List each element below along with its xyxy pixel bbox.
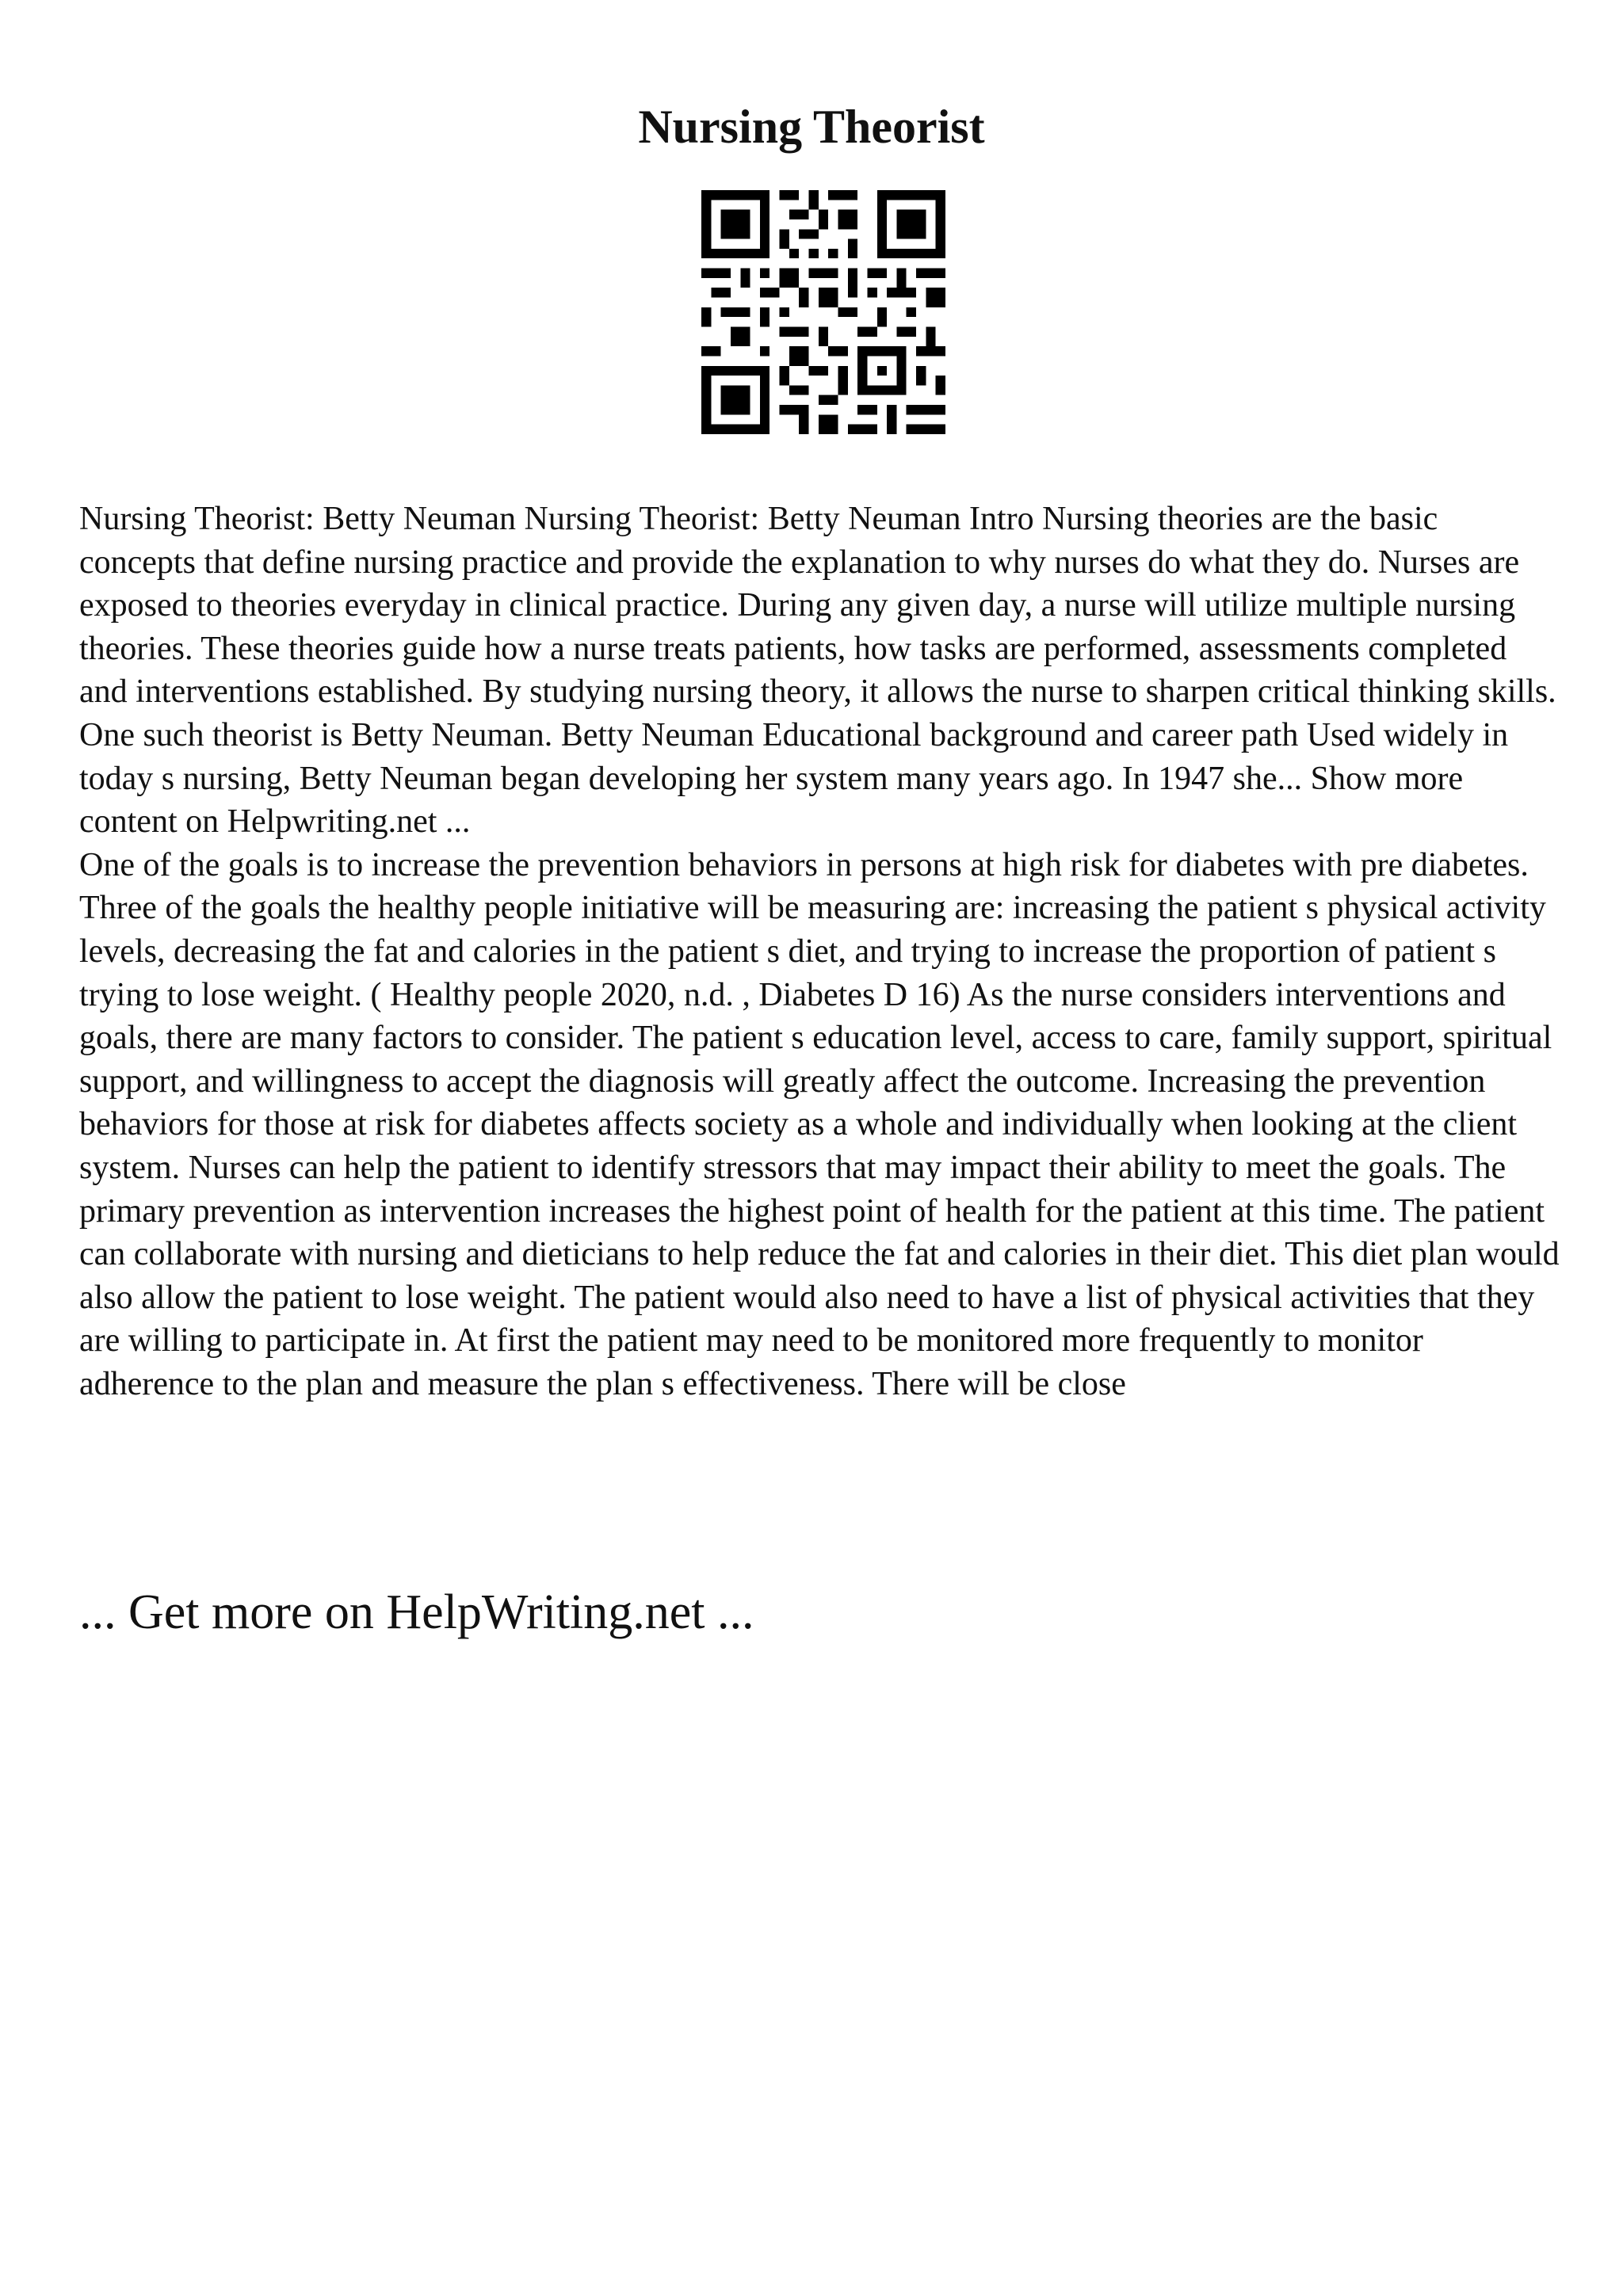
get-more-link[interactable]: ... Get more on HelpWriting.net ... (79, 1585, 754, 1639)
qr-code-icon[interactable] (701, 190, 945, 434)
document-body (79, 498, 1561, 1405)
paragraph-goals: One of the goals is to increase the prevention behaviors in persons at high risk for diabetes with pre diabetes. Three of the goals the healthy people initiative will be measuring are: increasing the patient s physical activity levels, decreasing the fat and calories in the patient s diet, and trying to increase the proportion of patient s trying to lose weight. ( Healthy people 2020, n.d. , Diabetes D 16) As the nurse considers interventions and goals, there are many factors to consider. The patient s education level, access to care, family support, spiritual support, and willingness to accept the diagnosis will greatly affect the outcome. Increasing the prevention behaviors for those at risk for diabetes affects society as a whole and individually when looking at the client system. Nurses can help the patient to identify stressors that may impact their ability to meet the goals. The primary prevention as intervention increases the highest point of health for the patient at this time. The patient can collaborate with nursing and dieticians to help reduce the fat and calories in their diet. This diet plan would also allow the patient to lose weight. The patient would also need to have a list of physical activities that they are willing to participate in. At first the patient may need to be monitored more frequently to monitor adherence to the plan and measure the plan s effectiveness. There will be close (79, 846, 1560, 1402)
page-title: Nursing Theorist (638, 101, 985, 153)
paragraph-intro: Nursing Theorist: Betty Neuman Nursing Theorist: Betty Neuman Intro Nursing theories are the basic concepts that define nursing practice and provide the explanation to why nurses do what they do. Nurses are exposed to theories everyday in clinical practice. During any given day, a nurse will utilize multiple nursing theories. These theories guide how a nurse treats patients, how tasks are performed, assessments completed and interventions established. By studying nursing theory, it allows the nurse to sharpen critical thinking skills. One such theorist is Betty Neuman. Betty Neuman Educational background and career path Used widely in today s nursing, Betty Neuman began developing her system many years ago. In 1947 she... Show more content on Helpwriting.net ... (79, 501, 1556, 841)
